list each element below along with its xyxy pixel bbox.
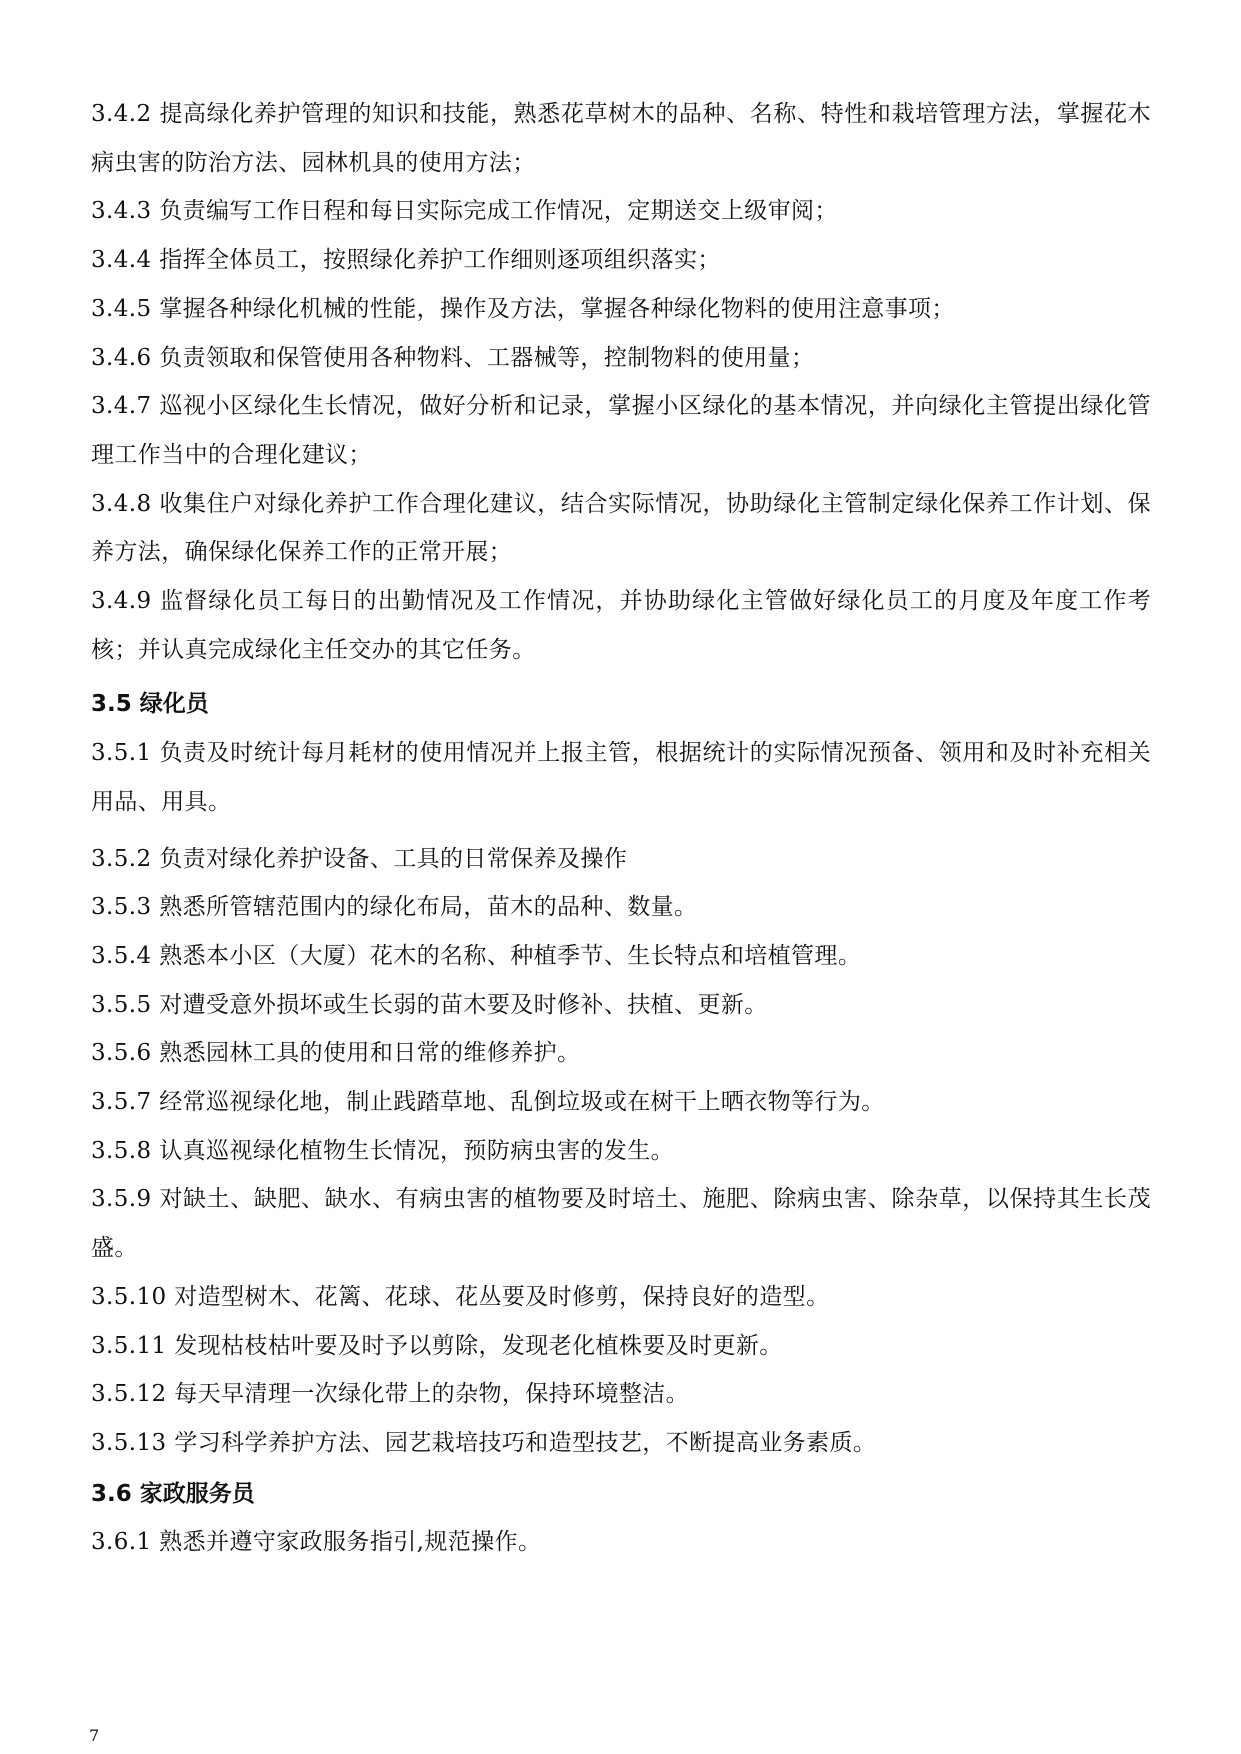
paragraph-3-5-5: 3.5.5 对遭受意外损坏或生长弱的苗木要及时修补、扶植、更新。 — [91, 991, 768, 1018]
paragraph-3-5-8: 3.5.8 认真巡视绿化植物生长情况，预防病虫害的发生。 — [91, 1137, 675, 1164]
paragraph-3-5-2: 3.5.2 负责对绿化养护设备、工具的日常保养及操作 — [91, 845, 628, 872]
paragraph-3-5-11: 3.5.11 发现枯枝枯叶要及时予以剪除，发现老化植株要及时更新。 — [91, 1332, 783, 1359]
paragraph-3-4-7: 3.4.7 巡视小区绿化生长情况，做好分析和记录，掌握小区绿化的基本情况，并向绿化主管提出绿化管理工作当中的合理化建议； — [91, 393, 1151, 468]
section-heading-3-5: 3.5 绿化员 — [91, 691, 209, 718]
paragraph-3-5-13: 3.5.13 学习科学养护方法、园艺栽培技巧和造型技艺，不断提高业务素质。 — [91, 1429, 877, 1456]
section-heading-3-6: 3.6 家政服务员 — [91, 1480, 255, 1507]
page-body — [91, 90, 1151, 1567]
paragraph-3-5-9: 3.5.9 对缺土、缺肥、缺水、有病虫害的植物要及时培土、施肥、除病虫害、除杂草，以保持其生长茂盛。 — [91, 1186, 1151, 1262]
paragraph-3-4-3: 3.4.3 负责编写工作日程和每日实际完成工作情况，定期送交上级审阅； — [91, 198, 838, 225]
paragraph-3-5-7: 3.5.7 经常巡视绿化地，制止践踏草地、乱倒垃圾或在树干上晒衣物等行为。 — [91, 1089, 885, 1116]
paragraph-3-4-8: 3.4.8 收集住户对绿化养护工作合理化建议，结合实际情况，协助绿化主管制定绿化保养工作计划、保养方法，确保绿化保养工作的正常开展； — [91, 490, 1151, 566]
paragraph-3-4-9: 3.4.9 监督绿化员工每日的出勤情况及工作情况，并协助绿化主管做好绿化员工的月度及年度工作考核；并认真完成绿化主任交办的其它任务。 — [91, 588, 1151, 663]
paragraph-3-5-10: 3.5.10 对造型树木、花篱、花球、花丛要及时修剪，保持良好的造型。 — [91, 1283, 830, 1310]
paragraph-3-4-4: 3.4.4 指挥全体员工，按照绿化养护工作细则逐项组织落实； — [91, 247, 721, 274]
paragraph-3-4-5: 3.4.5 掌握各种绿化机械的性能，操作及方法，掌握各种绿化物料的使用注意事项； — [91, 295, 955, 322]
paragraph-3-6-1: 3.6.1 熟悉并遵守家政服务指引,规范操作。 — [91, 1529, 542, 1556]
paragraph-3-5-3: 3.5.3 熟悉所管辖范围内的绿化布局，苗木的品种、数量。 — [91, 894, 698, 921]
page-number: 7 — [89, 1726, 100, 1745]
paragraph-3-5-4: 3.5.4 熟悉本小区（大厦）花木的名称、种植季节、生长特点和培植管理。 — [91, 942, 862, 969]
paragraph-3-5-1: 3.5.1 负责及时统计每月耗材的使用情况并上报主管，根据统计的实际情况预备、领用和及时补充相关用品、用具。 — [91, 740, 1151, 815]
paragraph-3-4-2: 3.4.2 提高绿化养护管理的知识和技能，熟悉花草树木的品种、名称、特性和栽培管理方法，掌握花木病虫害的防治方法、园林机具的使用方法； — [91, 101, 1151, 176]
paragraph-3-5-12: 3.5.12 每天早清理一次绿化带上的杂物，保持环境整洁。 — [91, 1381, 690, 1408]
paragraph-3-5-6: 3.5.6 熟悉园林工具的使用和日常的维修养护。 — [91, 1040, 581, 1067]
paragraph-3-4-6: 3.4.6 负责领取和保管使用各种物料、工器械等，控制物料的使用量； — [91, 344, 815, 371]
